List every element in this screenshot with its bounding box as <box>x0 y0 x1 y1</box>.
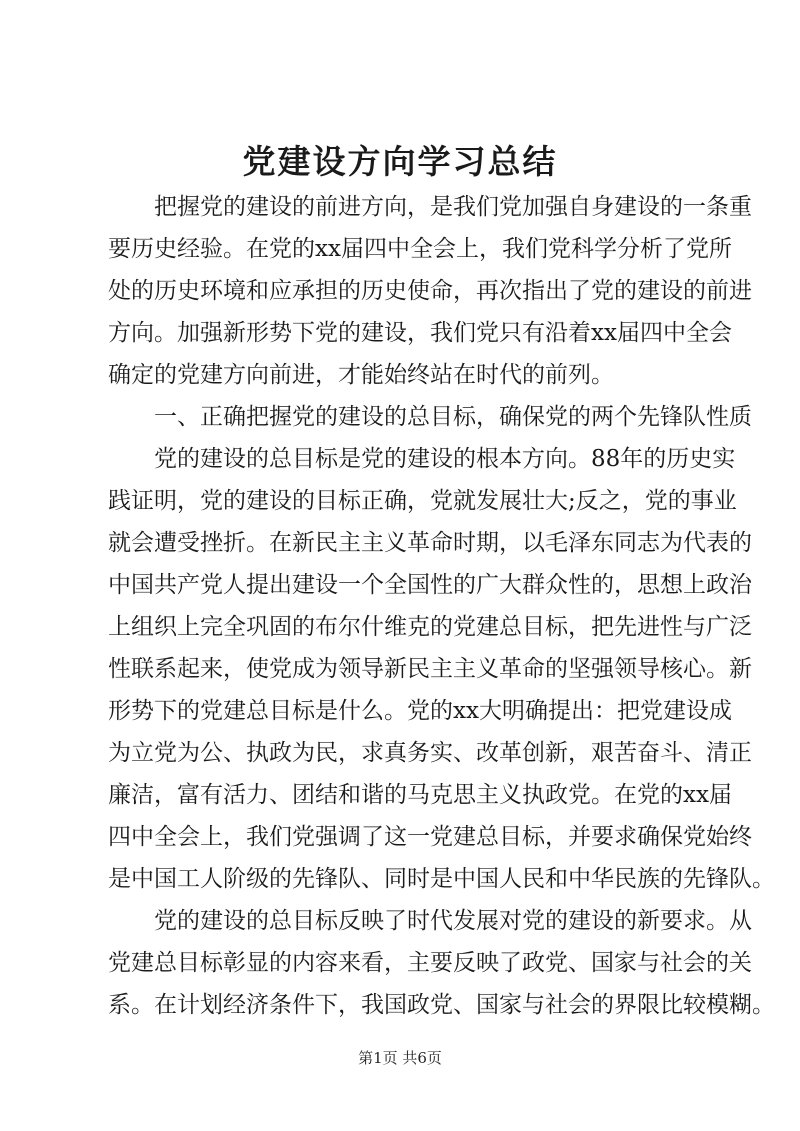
body-text-line: 系。在计划经济条件下，我国政党、国家与社会的界限比较模糊。 <box>108 992 775 1018</box>
body-text-line: 为立党为公、执政为民，求真务实、改革创新，艰苦奋斗、清正 <box>108 740 752 766</box>
body-text-line: 上组织上完全巩固的布尔什维克的党建总目标，把先进性与广泛 <box>108 614 752 640</box>
body-text-line: 要历史经验。在党的xx届四中全会上，我们党科学分析了党所 <box>108 236 732 262</box>
body-text-line: 方向。加强新形势下党的建设，我们党只有沿着xx届四中全会 <box>108 320 732 346</box>
page-number: 第1页 共6页 <box>358 1049 442 1067</box>
body-text-line: 党的建设的总目标反映了时代发展对党的建设的新要求。从 <box>154 908 752 934</box>
body-text-line: 党建总目标彰显的内容来看，主要反映了政党、国家与社会的关 <box>108 950 752 976</box>
body-text-line: 一、正确把握党的建设的总目标，确保党的两个先锋队性质 <box>154 404 752 430</box>
body-text-line: 确定的党建方向前进，才能始终站在时代的前列。 <box>108 362 614 388</box>
document-title: 党建设方向学习总结 <box>242 142 558 181</box>
body-text-line: 中国共产党人提出建设一个全国性的广大群众性的，思想上政治 <box>108 572 752 598</box>
body-text-line: 把握党的建设的前进方向，是我们党加强自身建设的一条重 <box>154 194 752 220</box>
body-text-line: 就会遭受挫折。在新民主主义革命时期，以毛泽东同志为代表的 <box>108 530 752 556</box>
body-text-line: 四中全会上，我们党强调了这一党建总目标，并要求确保党始终 <box>108 824 752 850</box>
body-text-line: 是中国工人阶级的先锋队、同时是中国人民和中华民族的先锋队。 <box>108 866 775 892</box>
document-body <box>108 186 775 1026</box>
body-text-line: 廉洁，富有活力、团结和谐的马克思主义执政党。在党的xx届 <box>108 782 732 808</box>
body-text-line: 处的历史环境和应承担的历史使命，再次指出了党的建设的前进 <box>108 278 752 304</box>
body-text-line: 形势下的党建总目标是什么。党的xx大明确提出：把党建设成 <box>108 698 732 724</box>
body-text-line: 党的建设的总目标是党的建设的根本方向。88年的历史实 <box>154 446 736 472</box>
body-text-line: 性联系起来，使党成为领导新民主主义革命的坚强领导核心。新 <box>108 656 752 682</box>
body-text-line: 践证明，党的建设的目标正确，党就发展壮大;反之，党的事业 <box>108 488 737 514</box>
